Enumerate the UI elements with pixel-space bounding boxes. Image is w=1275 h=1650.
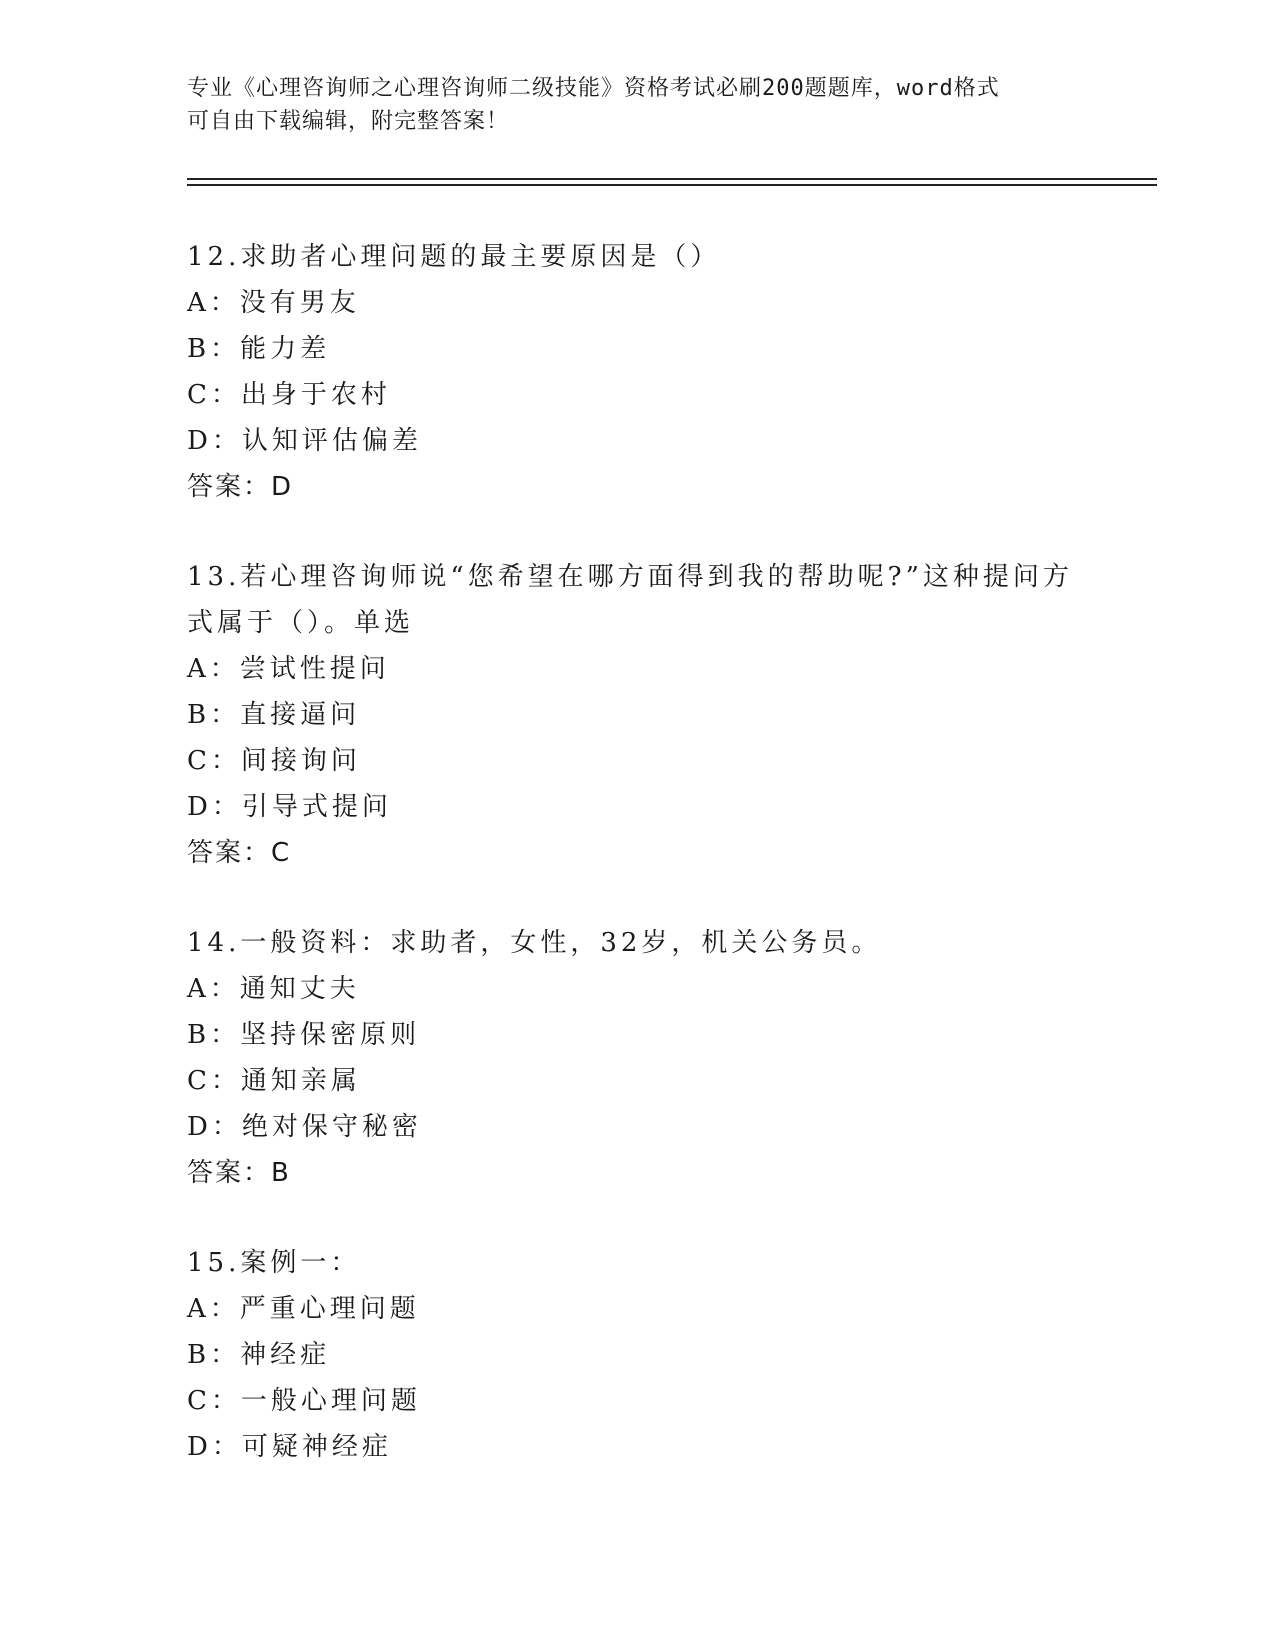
- header-divider-top: [187, 178, 1157, 180]
- option-c: C：间接询问: [187, 746, 361, 776]
- question-15: [187, 1240, 1087, 1470]
- option-c: C：通知亲属: [187, 1066, 361, 1096]
- spacer: [187, 876, 1087, 920]
- option-d: D：认知评估偏差: [187, 426, 422, 456]
- option-b: B：直接逼问: [187, 700, 361, 730]
- question-stem-line-2: 式属于（）。单选: [187, 608, 415, 638]
- question-stem: 15.案例一：: [187, 1248, 361, 1278]
- answer-label: 答案：D: [187, 472, 294, 502]
- answer-label: 答案：C: [187, 838, 292, 868]
- document-header: [187, 72, 1087, 138]
- question-stem: 14.一般资料：求助者，女性，32岁，机关公务员。: [187, 928, 882, 958]
- option-c: C：出身于农村: [187, 380, 391, 410]
- question-13: [187, 554, 1087, 876]
- header-divider-bottom: [187, 184, 1157, 186]
- header-line-1: 专业《心理咨询师之心理咨询师二级技能》资格考试必刷200题题库，word格式: [187, 76, 1000, 101]
- header-line-2: 可自由下载编辑，附完整答案！: [187, 109, 510, 134]
- option-b: B：能力差: [187, 334, 331, 364]
- answer-label: 答案：B: [187, 1158, 291, 1188]
- question-14: [187, 920, 1087, 1196]
- option-d: D：引导式提问: [187, 792, 392, 822]
- question-stem-line-1: 13.若心理咨询师说“您希望在哪方面得到我的帮助呢?”这种提问方: [187, 562, 1073, 592]
- option-c: C：一般心理问题: [187, 1386, 421, 1416]
- spacer: [187, 1196, 1087, 1240]
- option-a: A：没有男友: [187, 288, 360, 318]
- option-a: A：严重心理问题: [187, 1294, 420, 1324]
- option-b: B：坚持保密原则: [187, 1020, 421, 1050]
- option-a: A：尝试性提问: [187, 654, 390, 684]
- question-12: [187, 234, 1087, 510]
- question-list: [187, 234, 1087, 1470]
- option-a: A：通知丈夫: [187, 974, 360, 1004]
- option-d: D：绝对保守秘密: [187, 1112, 422, 1142]
- spacer: [187, 510, 1087, 554]
- option-d: D：可疑神经症: [187, 1432, 392, 1462]
- option-b: B：神经症: [187, 1340, 331, 1370]
- question-stem: 12.求助者心理问题的最主要原因是（）: [187, 242, 721, 272]
